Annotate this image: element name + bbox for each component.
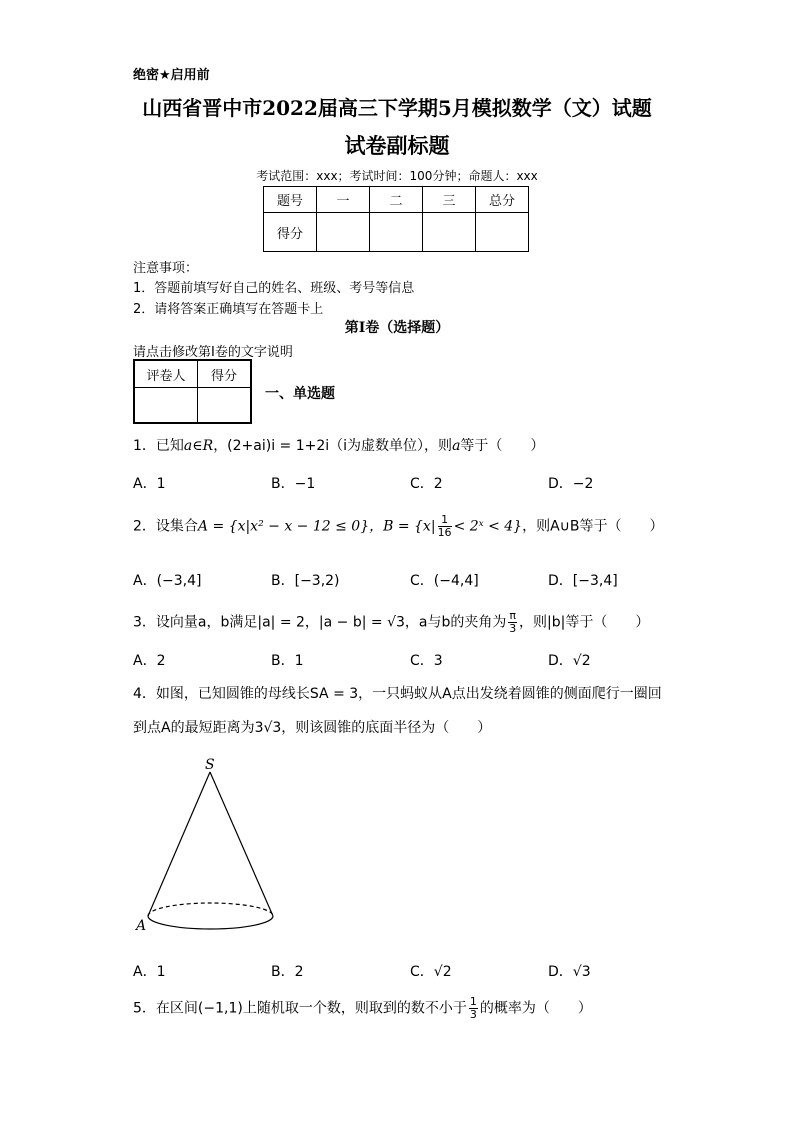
- score-header-cell: 一: [317, 187, 370, 213]
- part-title: 第I卷（选择题）: [344, 320, 450, 336]
- option-d[interactable]: D．√2: [548, 653, 591, 669]
- option-b[interactable]: B．−1: [271, 476, 316, 492]
- cone-left-edge: [148, 772, 210, 916]
- fraction: $\frac{1}{3}$: [469, 995, 477, 1021]
- grader-table: [133, 359, 252, 424]
- option-c[interactable]: C．2: [410, 476, 443, 492]
- cone-base-front: [148, 916, 273, 929]
- cone-right-edge: [210, 772, 273, 916]
- grader-label: 评卷人: [134, 360, 198, 388]
- fraction: $\frac{1}{16}$: [437, 513, 452, 539]
- exam-subtitle: 试卷副标题: [344, 133, 450, 158]
- notice-item: 1．答题前填写好自己的姓名、班级、考号等信息: [133, 281, 415, 296]
- score-cell: [423, 213, 476, 252]
- confidential-mark: 绝密★启用前: [133, 68, 210, 83]
- option-a[interactable]: A．1: [133, 964, 166, 980]
- option-c[interactable]: C．(−4,4]: [410, 573, 479, 589]
- question-2: 2．设集合A = {x|x² − x − 12 ≤ 0}，B = {x| $\frac{1}{16}$ < 2ˣ < 4}，则A∪B等于（ ）: [133, 513, 664, 539]
- question-4-line-1: 4．如图，已知圆锥的母线长SA = 3，一只蚂蚁从A点出发绕着圆锥的侧面爬行一圈回: [133, 686, 662, 702]
- option-d[interactable]: D．−2: [548, 476, 594, 492]
- grader-score-label: 得分: [198, 360, 252, 388]
- grader-cell: [134, 388, 198, 424]
- base-point-label: A: [136, 918, 147, 934]
- notice-item: 2．请将答案正确填写在答题卡上: [133, 302, 324, 317]
- option-a[interactable]: A．(−3,4]: [133, 573, 202, 589]
- option-a[interactable]: A．2: [133, 653, 166, 669]
- option-d[interactable]: D．[−3,4]: [548, 573, 618, 589]
- score-header-cell: 总分: [476, 187, 529, 213]
- score-cell: [476, 213, 529, 252]
- cone-figure: [130, 752, 290, 938]
- option-b[interactable]: B．[−3,2): [271, 573, 340, 589]
- score-table: [263, 186, 529, 252]
- score-header-cell: 三: [423, 187, 476, 213]
- question-1: 1．已知a∈R，(2+ai)i = 1+2i（i为虚数单位），则a等于（ ）: [133, 438, 545, 454]
- exam-info: 考试范围：xxx；考试时间：100分钟；命题人：xxx: [256, 169, 538, 183]
- part-instruction: 请点击修改第I卷的文字说明: [133, 345, 293, 360]
- option-c[interactable]: C．√2: [410, 964, 452, 980]
- notice-heading: 注意事项：: [133, 261, 199, 276]
- apex-label: S: [205, 757, 215, 773]
- score-header-cell: 二: [370, 187, 423, 213]
- score-header-cell: 题号: [264, 187, 317, 213]
- question-4-line-2: 到点A的最短距离为3√3，则该圆锥的底面半径为（ ）: [133, 720, 492, 736]
- exam-title: 山西省晋中市2022届高三下学期5月模拟数学（文）试题: [142, 96, 652, 120]
- option-b[interactable]: B．1: [271, 653, 304, 669]
- cone-base-back: [148, 903, 273, 916]
- section-title: 一、单选题: [265, 386, 335, 402]
- option-c[interactable]: C．3: [410, 653, 443, 669]
- grader-cell: [198, 388, 252, 424]
- option-b[interactable]: B．2: [271, 964, 304, 980]
- question-3: 3．设向量a，b满足|a| = 2，|a − b| = √3，a与b的夹角为 $\frac{\pi}{3}$ ，则|b|等于（ ）: [133, 609, 650, 635]
- option-d[interactable]: D．√3: [548, 964, 591, 980]
- score-row-label: 得分: [264, 213, 317, 252]
- score-cell: [370, 213, 423, 252]
- option-a[interactable]: A．1: [133, 476, 166, 492]
- fraction: $\frac{\pi}{3}$: [509, 609, 517, 635]
- question-5: 5．在区间(−1,1)上随机取一个数，则取到的数不小于 $\frac{1}{3}$ 的概率为（ ）: [133, 995, 592, 1021]
- score-cell: [317, 213, 370, 252]
